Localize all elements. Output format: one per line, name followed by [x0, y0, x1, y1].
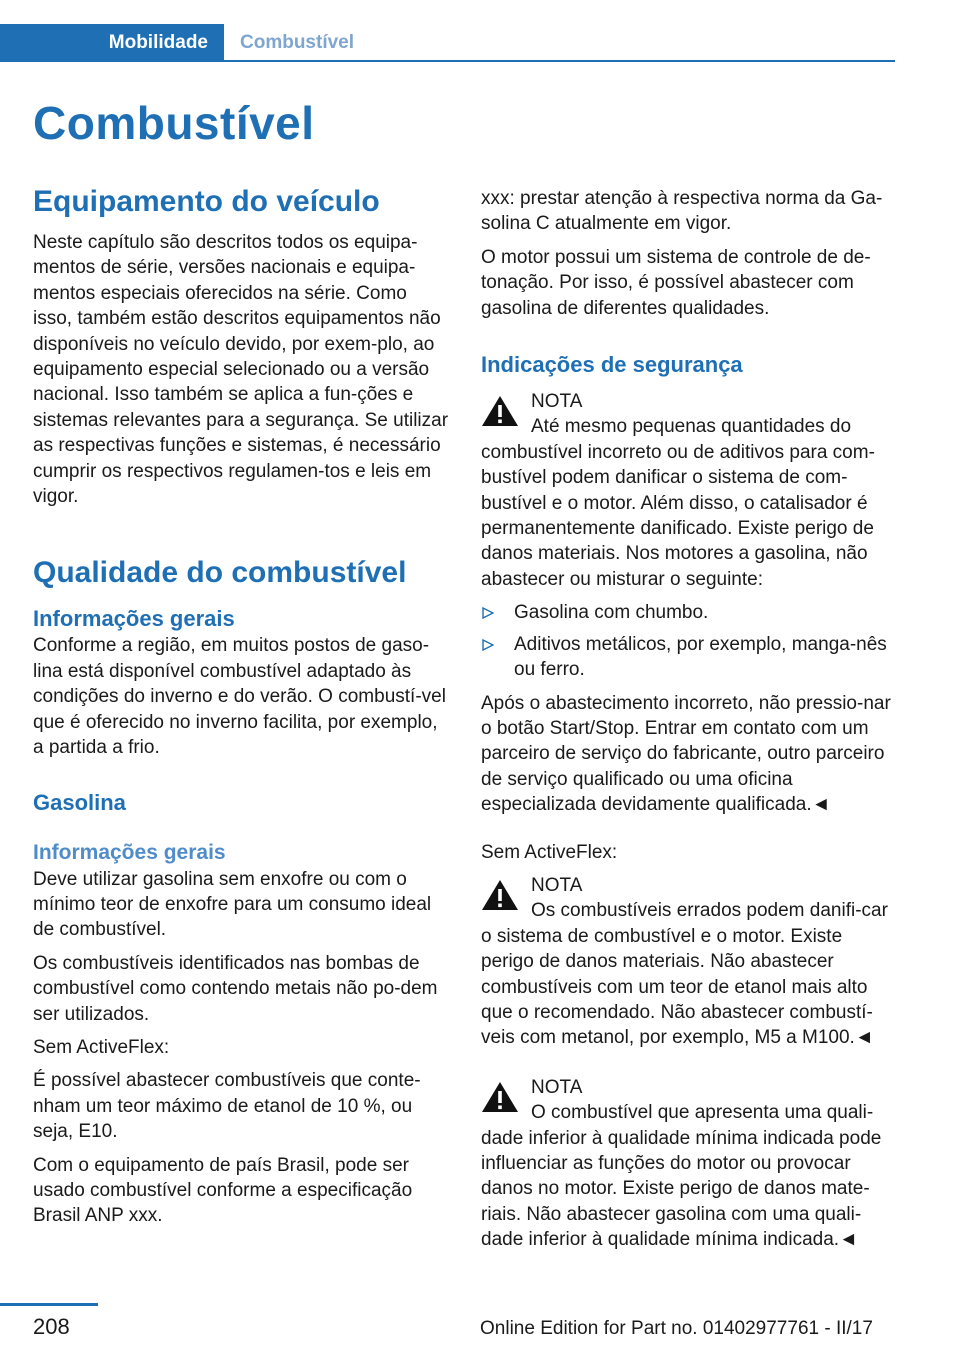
warning-note-2: [481, 873, 897, 1051]
section-tab-mobilidade[interactable]: Mobilidade: [0, 24, 224, 62]
footer-rule: [0, 1303, 98, 1306]
list-item: [481, 632, 897, 683]
right-column: [481, 186, 897, 1253]
paragraph-gasolina-brasil: Com o equipamento de país Brasil, pode ser usado combustível conforme a especificação Brasil ANP xxx.: [33, 1154, 413, 1227]
paragraph-sem-activeflex: Sem ActiveFlex:: [33, 1036, 170, 1058]
heading-informacoes-gerais: Informações gerais: [33, 606, 235, 632]
note-text-1: Até mesmo pequenas quantidades do combustível incorreto ou de aditivos para com-bustível podem danificar o sistema de com-bustível e o motor. Além disso, o catalisador é permanentemente danificado. Existe perigo de danos materiais. Nos motores a gasolina, não abastecer ou misturar o seguinte:: [481, 416, 875, 590]
header-bar: [0, 24, 895, 62]
note-label: NOTA: [531, 391, 583, 413]
note-text-3: O combustível que apresenta uma quali-dade inferior à qualidade mínima indicada pode influenciar as funções do motor ou provocar danos no motor. Existe perigo de danos mate-riais. Não abastecer gasolina com uma quali-dade inferior à qualidade mínima indicada.◄: [481, 1102, 882, 1251]
paragraph-motor: O motor possui um sistema de controle de de-tonação. Por isso, é possível abastecer com gasolina de diferentes qualidades.: [481, 246, 871, 319]
heading-qualidade: Qualidade do combustível: [33, 556, 407, 590]
warning-note-1: [481, 389, 897, 592]
edition-text: Online Edition for Part no. 01402977761 - II/17: [480, 1318, 873, 1339]
list-item: [481, 600, 897, 625]
paragraph-xxx: xxx: prestar atenção à respectiva norma da Ga-solina C atualmente em vigor.: [481, 188, 883, 235]
note-text-2: Os combustíveis errados podem danifi-car o sistema de combustível e o motor. Existe perigo de danos materiais. Não abastecer combustíveis com um teor de etanol mais alto que o recomendado. Não abastecer combustí-veis com metanol, por exemplo, M5 a M100.◄: [481, 900, 888, 1049]
list-item-text: Aditivos metálicos, por exemplo, manga-nês ou ferro.: [514, 633, 887, 681]
header-rule: [224, 60, 895, 62]
heading-informacoes-gerais-2: Informações gerais: [33, 840, 226, 864]
warning-note-3: [481, 1075, 897, 1253]
warning-triangle-icon: [481, 1080, 519, 1114]
paragraph-gasolina-2: Os combustíveis identificados nas bombas de combustível como contendo metais não po-dem ser utilizados.: [33, 952, 438, 1025]
page-number: 208: [33, 1314, 70, 1339]
paragraph-equipamento: Neste capítulo são descritos todos os equipa-mentos de série, versões nacionais e equipa-mentos especiais oferecidos na série. Como isso, também estão descritos equipamentos não disponíveis no veículo devido, por exem-plo, ao equipamento especial selecionado ou a versão nacional. Isso também se aplica a fun-ções e sistemas relevantes para a segurança. Se utilizar as respectivas funções e sistemas, é necessário cumprir os respectivos regulamen-tos e leis em vigor.: [33, 232, 449, 508]
triangle-bullet-icon: [482, 639, 494, 651]
note-label: NOTA: [531, 1076, 583, 1098]
paragraph-informacoes: Conforme a região, em muitos postos de gaso-lina está disponível combustível adaptado às condições do inverno e do verão. O combustí-vel que é oferecido no inverno facilita, por exemplo, a partida a frio.: [33, 635, 446, 759]
heading-seguranca: Indicações de segurança: [481, 352, 743, 378]
bullet-list: [481, 600, 897, 682]
note-label: NOTA: [531, 874, 583, 896]
warning-triangle-icon: [481, 878, 519, 912]
list-item-text: Gasolina com chumbo.: [514, 602, 709, 624]
paragraph-apos-abastecimento: Após o abastecimento incorreto, não pressio-nar o botão Start/Stop. Entrar em contato com um parceiro de serviço do fabricante, outro parceiro de serviço qualificado ou uma oficina especializada devidamente qualificada.◄: [481, 692, 891, 816]
heading-equipamento: Equipamento do veículo: [33, 185, 380, 218]
section-tab-combustivel[interactable]: Combustível: [240, 32, 355, 53]
page-title: Combustível: [33, 97, 315, 149]
left-column: [33, 184, 450, 1229]
paragraph-gasolina-1: Deve utilizar gasolina sem enxofre ou com o mínimo teor de enxofre para um consumo ideal de combustível.: [33, 868, 432, 941]
warning-triangle-icon: [481, 394, 519, 428]
heading-gasolina: Gasolina: [33, 789, 126, 815]
paragraph-sem-activeflex-right: Sem ActiveFlex:: [481, 841, 618, 863]
paragraph-gasolina-e10: É possível abastecer combustíveis que conte-nham um teor máximo de etanol de 10 %, ou seja, E10.: [33, 1070, 421, 1143]
triangle-bullet-icon: [482, 607, 494, 619]
